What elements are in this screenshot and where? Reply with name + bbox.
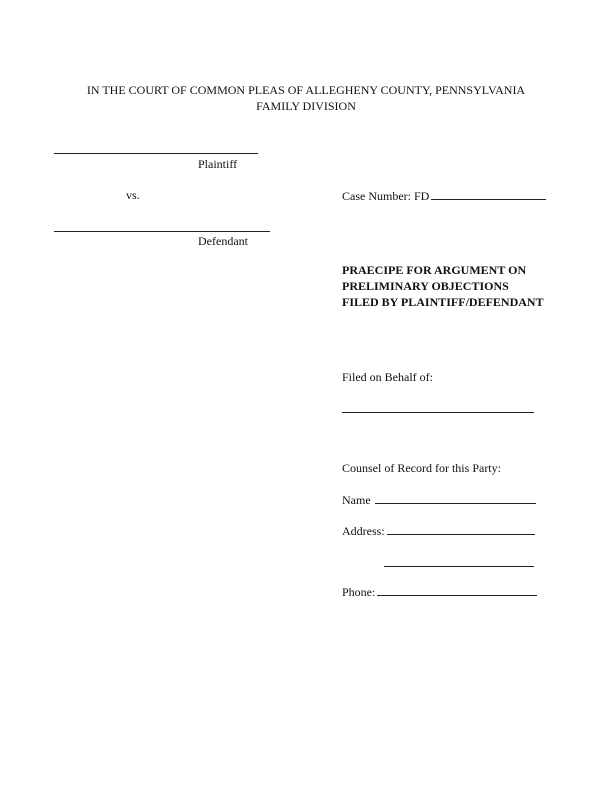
defendant-label: Defendant [198,234,248,248]
plaintiff-label: Plaintiff [198,157,238,171]
name-field [342,492,536,508]
name-blank[interactable] [375,492,536,504]
case-number-label: Case Number: FD [342,189,430,203]
phone-field [342,584,537,600]
phone-label: Phone: [342,585,376,599]
title-line-3: FILED BY PLAINTIFF/DEFENDANT [342,295,544,309]
address-blank-2[interactable] [384,566,534,567]
versus-label: vs. [126,188,140,202]
title-line-2: PRELIMINARY OBJECTIONS [342,279,509,293]
court-header [0,82,612,114]
filed-on-behalf-line[interactable] [342,412,534,413]
address-blank-1[interactable] [387,523,535,535]
title-line-1: PRAECIPE FOR ARGUMENT ON [342,263,527,277]
counsel-label: Counsel of Record for this Party: [342,461,501,475]
address-field [342,523,535,539]
defendant-name-line[interactable] [54,231,270,232]
case-number-blank[interactable] [431,188,546,200]
filed-on-behalf-label: Filed on Behalf of: [342,370,433,384]
address-label: Address: [342,524,385,538]
plaintiff-name-line[interactable] [54,153,258,154]
division-line: FAMILY DIVISION [256,99,356,113]
document-title [342,262,592,310]
court-name-line: IN THE COURT OF COMMON PLEAS OF ALLEGHENY COUNTY, PENNSYLVANIA [86,83,526,97]
phone-blank[interactable] [377,584,537,596]
case-number-field [342,188,546,204]
name-label: Name [342,493,371,507]
